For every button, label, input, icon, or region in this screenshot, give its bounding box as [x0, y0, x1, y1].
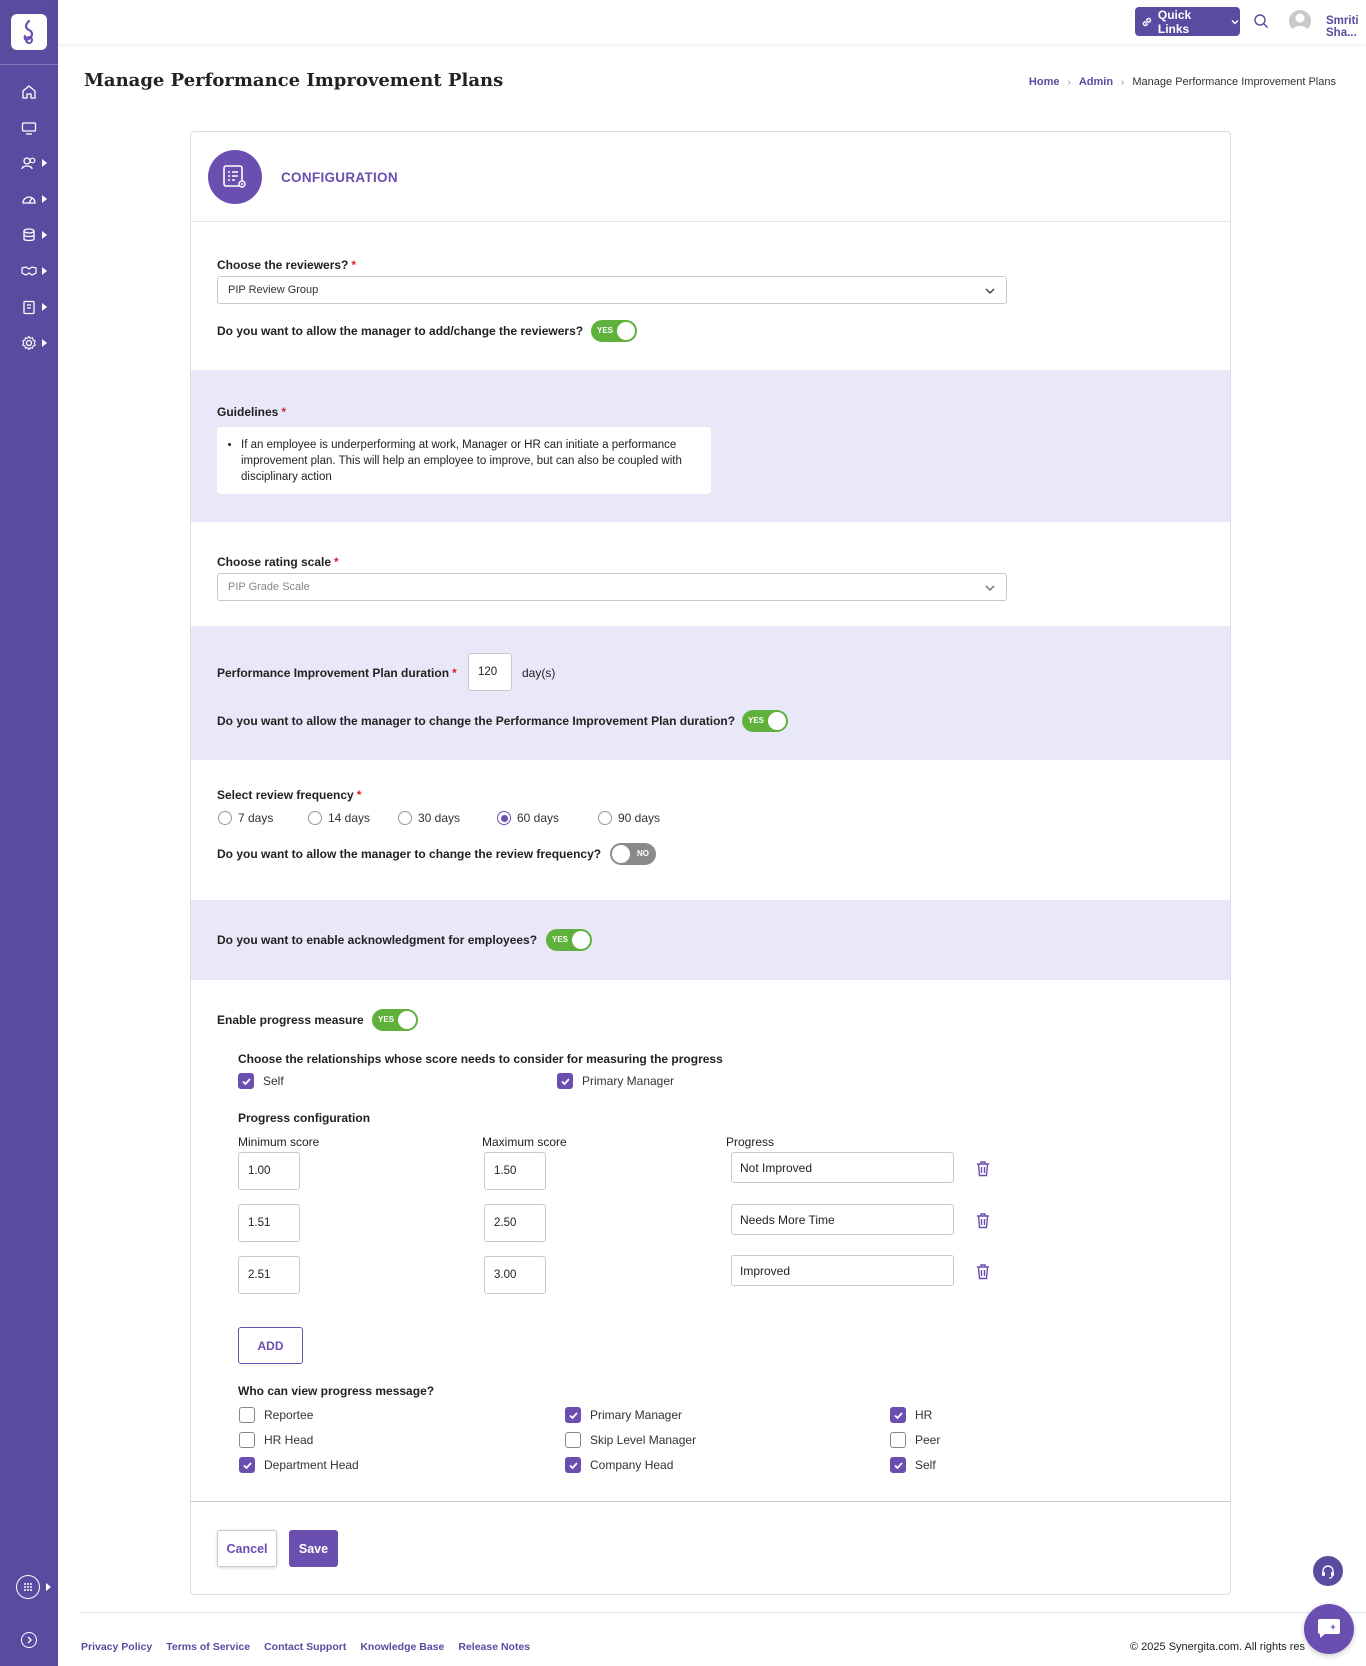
- toggle-knob: [617, 322, 635, 340]
- check-icon: [568, 1460, 579, 1471]
- acknowledgment-label: Do you want to enable acknowledgment for employees?: [217, 933, 538, 947]
- sidebar-item-home[interactable]: [0, 78, 58, 106]
- frequency-label: [217, 788, 361, 802]
- check-icon: [242, 1460, 253, 1471]
- radio-button: [398, 811, 412, 825]
- footer-link-contact[interactable]: Contact Support: [264, 1641, 347, 1653]
- trash-icon[interactable]: [975, 1263, 991, 1280]
- rating-scale-section: [191, 522, 1230, 626]
- checkbox-label: Skip Level Manager: [590, 1433, 697, 1447]
- chevron-right-icon: [42, 303, 47, 311]
- guidelines-list: [241, 437, 701, 485]
- chat-button[interactable]: [1304, 1604, 1354, 1654]
- toggle-state-text: YES: [597, 326, 614, 335]
- checkbox-label: HR Head: [264, 1433, 314, 1447]
- card-title: CONFIGURATION: [281, 170, 398, 185]
- users-icon: [21, 155, 37, 171]
- max-score-input[interactable]: 3.00: [484, 1256, 546, 1294]
- guidelines-box[interactable]: [217, 427, 711, 494]
- chat-icon: [1316, 1618, 1342, 1640]
- viewer-hr-checkbox[interactable]: [890, 1407, 932, 1423]
- user-name[interactable]: Smriti Sha...: [1326, 15, 1359, 39]
- chevron-right-icon: [42, 231, 47, 239]
- duration-section: [191, 626, 1230, 760]
- toggle-knob: [398, 1011, 416, 1029]
- acknowledgment-section: [191, 900, 1230, 980]
- sidebar-divider: [0, 64, 58, 65]
- trash-icon[interactable]: [975, 1212, 991, 1229]
- max-score-input[interactable]: 2.50: [484, 1204, 546, 1242]
- settings-icon: [21, 335, 37, 351]
- chevron-down-icon: [1230, 17, 1240, 27]
- viewer-peer-checkbox[interactable]: [890, 1432, 940, 1448]
- rating-scale-label: [217, 555, 339, 569]
- frequency-option-60[interactable]: [497, 811, 559, 825]
- radio-button: [218, 811, 232, 825]
- progress-section: [191, 980, 1230, 1501]
- relationships-label: Choose the relationships whose score needs to consider for measuring the progress: [238, 1052, 723, 1066]
- guidelines-item: • If an employee is underperforming at work, Manager or HR can initiate a performance improvement plan. This will help an employee to improve, but can also be coupled with disciplinary action: [241, 437, 701, 485]
- viewers-label: Who can view progress message?: [238, 1384, 435, 1398]
- allow-change-reviewers-toggle[interactable]: [591, 320, 637, 342]
- relationship-self-checkbox[interactable]: [238, 1073, 284, 1089]
- viewer-primary-manager-checkbox[interactable]: [565, 1407, 682, 1423]
- viewer-department-head-checkbox[interactable]: [239, 1457, 359, 1473]
- breadcrumb: [1029, 76, 1336, 88]
- quick-links-label: Quick Links: [1157, 7, 1192, 36]
- duration-label-text: Performance Improvement Plan duration: [217, 666, 450, 680]
- max-score-input[interactable]: 1.50: [484, 1152, 546, 1190]
- allow-change-duration-toggle[interactable]: [742, 710, 788, 732]
- footer-link-terms[interactable]: Terms of Service: [166, 1641, 251, 1653]
- required-marker: *: [351, 258, 357, 272]
- checkbox-label: Self: [263, 1074, 284, 1088]
- chevron-down-icon: [984, 285, 996, 297]
- breadcrumb-separator: ›: [1067, 76, 1071, 88]
- checkbox-label: Primary Manager: [590, 1408, 683, 1422]
- required-marker: *: [452, 666, 457, 680]
- sidebar-item-settings[interactable]: [0, 329, 58, 357]
- settings-document-icon: [221, 163, 249, 191]
- frequency-option-label: 30 days: [418, 811, 461, 825]
- apps-icon: [23, 1582, 33, 1592]
- guidelines-section: [191, 370, 1230, 522]
- frequency-option-7[interactable]: [218, 811, 273, 825]
- checkbox-checked: [890, 1457, 906, 1473]
- logo-icon: [18, 19, 40, 45]
- min-score-input[interactable]: 1.51: [238, 1204, 300, 1242]
- chevron-right-icon: [42, 339, 47, 347]
- checkbox-unchecked: [890, 1432, 906, 1448]
- acknowledgment-toggle[interactable]: [546, 929, 592, 951]
- checkbox-checked: [239, 1457, 255, 1473]
- chevron-right-icon: [46, 1583, 51, 1591]
- chevron-down-icon: [984, 582, 996, 594]
- check-icon: [568, 1410, 579, 1421]
- toggle-knob: [612, 845, 630, 863]
- card-header: [191, 132, 1230, 222]
- progress-enable-label: Enable progress measure: [217, 1013, 364, 1027]
- radio-button: [598, 811, 612, 825]
- allow-change-duration-label: Do you want to allow the manager to change the Performance Improvement Plan duration?: [217, 714, 736, 728]
- footer-link-knowledge[interactable]: Knowledge Base: [360, 1641, 445, 1653]
- frequency-option-label: 60 days: [517, 811, 560, 825]
- viewer-self-checkbox[interactable]: [890, 1457, 936, 1473]
- frequency-option-label: 7 days: [238, 811, 274, 825]
- relationship-primary-manager-checkbox[interactable]: [557, 1073, 674, 1089]
- apps-button[interactable]: [16, 1575, 40, 1599]
- progress-config-label: Progress configuration: [238, 1111, 371, 1125]
- logo[interactable]: [11, 14, 47, 50]
- checkbox-unchecked: [239, 1432, 255, 1448]
- checkbox-checked: [890, 1407, 906, 1423]
- rating-scale-selected-value: PIP Grade Scale: [228, 581, 310, 593]
- checkbox-label: Reportee: [264, 1408, 314, 1422]
- support-button[interactable]: [1313, 1556, 1343, 1586]
- home-icon: [21, 84, 37, 100]
- quick-links-button[interactable]: [1135, 7, 1240, 36]
- check-icon: [893, 1460, 904, 1471]
- sidebar: [0, 0, 58, 1666]
- chevron-right-icon: [42, 159, 47, 167]
- link-icon: [1141, 16, 1153, 28]
- duration-unit: day(s): [522, 666, 556, 680]
- checkbox-unchecked: [239, 1407, 255, 1423]
- checkbox-checked: [557, 1073, 573, 1089]
- reviewers-select[interactable]: [217, 276, 1007, 304]
- avatar[interactable]: [1289, 10, 1311, 32]
- topbar: [58, 0, 1366, 44]
- reviewers-label: [217, 258, 356, 272]
- breadcrumb-separator: ›: [1121, 76, 1125, 88]
- footer-links: [81, 1641, 530, 1653]
- checkbox-label: Company Head: [590, 1458, 674, 1472]
- page-title: Manage Performance Improvement Plans: [84, 70, 504, 91]
- checkbox-checked: [565, 1407, 581, 1423]
- duration-input[interactable]: 120: [468, 653, 512, 691]
- min-score-input[interactable]: 1.00: [238, 1152, 300, 1190]
- guidelines-label: [217, 405, 286, 419]
- breadcrumb-current: Manage Performance Improvement Plans: [1132, 76, 1336, 88]
- copyright: © 2025 Synergita.com. All rights res: [1130, 1641, 1306, 1653]
- sidebar-item-dashboard[interactable]: [0, 114, 58, 142]
- breadcrumb-home[interactable]: Home: [1028, 76, 1060, 88]
- sidebar-item-performance[interactable]: [0, 185, 58, 213]
- configuration-icon: [208, 150, 262, 204]
- progress-text-input[interactable]: Needs More Time: [731, 1204, 954, 1235]
- checkbox-label: Self: [915, 1458, 936, 1472]
- checkbox-checked: [565, 1457, 581, 1473]
- allow-change-frequency-label: Do you want to allow the manager to change the review frequency?: [217, 847, 602, 861]
- duration-label: [217, 666, 457, 680]
- required-marker: *: [281, 405, 287, 419]
- checkbox-unchecked: [565, 1432, 581, 1448]
- footer-link-privacy[interactable]: Privacy Policy: [81, 1641, 153, 1653]
- toggle-knob: [768, 712, 786, 730]
- breadcrumb-admin[interactable]: Admin: [1078, 76, 1114, 88]
- check-icon: [893, 1410, 904, 1421]
- page-footer: [80, 1612, 1366, 1666]
- monitor-icon: [21, 120, 37, 136]
- toggle-state-text: YES: [552, 935, 569, 944]
- rating-scale-select[interactable]: [217, 573, 1007, 601]
- checkbox-label: Primary Manager: [582, 1074, 675, 1088]
- checkbox-checked: [238, 1073, 254, 1089]
- chevron-right-icon: [42, 267, 47, 275]
- required-marker: *: [334, 555, 339, 569]
- progress-text-input[interactable]: Improved: [731, 1255, 954, 1286]
- viewer-skip-level-manager-checkbox[interactable]: [565, 1432, 696, 1448]
- save-button[interactable]: Save: [289, 1530, 338, 1567]
- frequency-label-text: Select review frequency: [217, 788, 354, 802]
- speedometer-icon: [21, 191, 37, 207]
- configuration-card: [190, 131, 1231, 1595]
- radio-button-selected: [497, 811, 511, 825]
- search-icon[interactable]: [1253, 13, 1269, 29]
- sidebar-item-people[interactable]: [0, 149, 58, 177]
- sidebar-item-data[interactable]: [0, 221, 58, 249]
- add-row-button[interactable]: ADD: [238, 1327, 303, 1364]
- required-marker: *: [356, 788, 362, 802]
- viewer-reportee-checkbox[interactable]: [239, 1407, 313, 1423]
- viewer-hr-head-checkbox[interactable]: [239, 1432, 313, 1448]
- database-icon: [21, 227, 37, 243]
- footer-link-release[interactable]: Release Notes: [458, 1641, 531, 1653]
- frequency-option-label: 14 days: [328, 811, 371, 825]
- frequency-option-30[interactable]: [398, 811, 460, 825]
- progress-header: Progress: [726, 1135, 775, 1149]
- form-actions: [191, 1501, 1230, 1595]
- checkbox-label: Department Head: [264, 1458, 359, 1472]
- sidebar-item-reports[interactable]: [0, 293, 58, 321]
- toggle-state-text: NO: [637, 849, 649, 858]
- check-icon: [241, 1076, 252, 1087]
- allow-change-reviewers-label: Do you want to allow the manager to add/change the reviewers?: [217, 324, 584, 338]
- toggle-knob: [572, 931, 590, 949]
- user-icon: [1289, 10, 1311, 32]
- frequency-option-90[interactable]: [598, 811, 660, 825]
- frequency-option-14[interactable]: [308, 811, 370, 825]
- sidebar-item-engagement[interactable]: [0, 257, 58, 285]
- guidelines-label-text: Guidelines: [217, 405, 279, 419]
- trash-icon[interactable]: [975, 1160, 991, 1177]
- allow-change-frequency-toggle[interactable]: [610, 843, 656, 865]
- reviewers-selected-value: PIP Review Group: [228, 284, 319, 296]
- chevron-right-icon: [25, 1636, 33, 1644]
- expand-sidebar-button[interactable]: [21, 1632, 37, 1648]
- rating-scale-label-text: Choose rating scale: [217, 555, 332, 569]
- checkbox-label: HR: [915, 1408, 933, 1422]
- min-score-header: Minimum score: [238, 1135, 320, 1149]
- toggle-state-text: YES: [748, 716, 765, 725]
- progress-enable-toggle[interactable]: [372, 1009, 418, 1031]
- reviewers-label-text: Choose the reviewers?: [217, 258, 349, 272]
- radio-button: [308, 811, 322, 825]
- clipboard-icon: [21, 299, 37, 315]
- toggle-state-text: YES: [378, 1015, 395, 1024]
- min-score-input[interactable]: 2.51: [238, 1256, 300, 1294]
- frequency-section: [191, 760, 1230, 900]
- handshake-icon: [21, 263, 37, 279]
- cancel-button[interactable]: Cancel: [217, 1530, 277, 1567]
- frequency-option-label: 90 days: [618, 811, 661, 825]
- progress-text-input[interactable]: Not Improved: [731, 1152, 954, 1183]
- headset-icon: [1320, 1563, 1336, 1579]
- viewer-company-head-checkbox[interactable]: [565, 1457, 673, 1473]
- max-score-header: Maximum score: [482, 1135, 567, 1149]
- chevron-right-icon: [42, 195, 47, 203]
- check-icon: [560, 1076, 571, 1087]
- reviewers-section: [191, 222, 1230, 370]
- checkbox-label: Peer: [915, 1433, 941, 1447]
